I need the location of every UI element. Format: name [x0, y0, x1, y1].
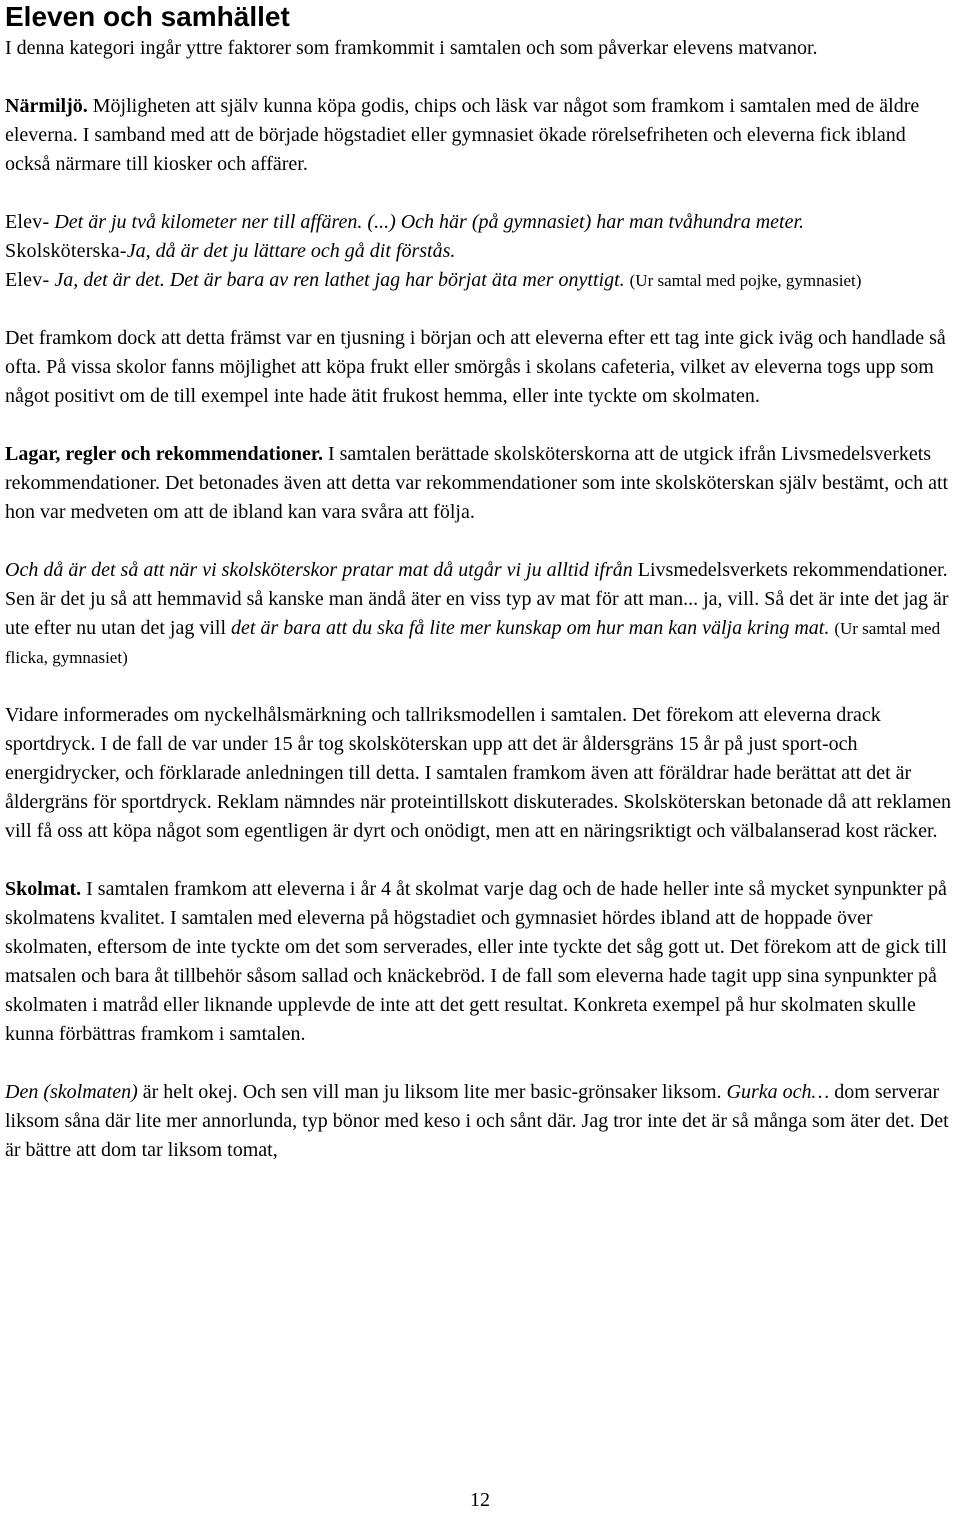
spacer	[5, 527, 955, 556]
quote-italic: det är bara att du ska få lite mer kunskap om hur man kan välja kring mat.	[231, 617, 835, 639]
narmiljo-text: Möjligheten att själv kunna köpa godis, chips och läsk var något som framkom i samtalen med de äldre eleverna. I samband med att de började högstadiet eller gymnasiet ökade rörelsefriheten och eleverna fick ibland också närmare till kiosker och affärer.	[5, 95, 920, 175]
quote-italic: Den (skolmaten)	[5, 1081, 138, 1103]
document-page	[5, 0, 955, 1165]
lagar-label: Lagar, regler och rekommendationer.	[5, 443, 323, 465]
quote-text: Livsmedelsverkets rekommendationer. Sen är det ju så att hemmavid så kanske man ändå äter en viss typ av mat för att man... ja, vill. Så det är inte det jag är ute efter nu utan det jag vill	[5, 559, 949, 639]
speaker-skolskoterska: Skolsköterska-	[5, 240, 127, 262]
section-heading: Eleven och samhället	[5, 1, 290, 32]
spacer	[5, 672, 955, 701]
narmiljo-paragraph	[5, 92, 955, 179]
quote-source: (Ur samtal med flicka, gymnasiet)	[5, 619, 941, 667]
quote-italic: Gurka och…	[726, 1081, 830, 1103]
dialogue-quote: Det är ju två kilometer ner till affären. (...) Och här (på gymnasiet) har man tvåhundra meter.	[49, 211, 805, 233]
narmiljo-label: Närmiljö.	[5, 95, 88, 117]
speaker-elev: Elev-	[5, 269, 50, 291]
spacer	[5, 63, 955, 92]
spacer	[5, 1049, 955, 1078]
quote-paragraph	[5, 556, 955, 672]
spacer	[5, 295, 955, 324]
intro-paragraph: I denna kategori ingår yttre faktorer som framkommit i samtalen och som påverkar elevens matvanor.	[5, 37, 818, 59]
skolmat-label: Skolmat.	[5, 878, 82, 900]
dialogue-quote: Ja, det är det.	[49, 269, 165, 291]
vidare-paragraph: Vidare informerades om nyckelhålsmärkning och tallriksmodellen i samtalen. Det förekom att eleverna drack sportdryck. I de fall de var under 15 år tog skolsköterskan upp att det är åldersgräns 15 år på just sport-och energidrycker, och förklarade anledningen till detta. I samtalen framkom även att föräldrar hade berättat att det är åldergräns för sportdryck. Reklam nämndes när proteintillskott diskuterades. Skolsköterskan betonade då att reklamen vill få oss att köpa något som egentligen är dyrt och onödigt, men att en näringsriktigt och välbalanserad kost räcker.	[5, 704, 952, 842]
quote-text: dom serverar liksom såna där lite mer annorlunda, typ bönor med keso i och sånt där. Jag tror inte det är så många som äter det. Det är bättre att dom tar liksom tomat,	[5, 1081, 949, 1161]
skolmat-paragraph	[5, 875, 955, 1049]
quote-paragraph	[5, 1078, 955, 1165]
spacer	[5, 411, 955, 440]
lagar-paragraph	[5, 440, 955, 527]
speaker-elev: Elev-	[5, 211, 50, 233]
quote-text: är helt okej. Och sen vill man ju liksom lite mer basic-grönsaker liksom.	[137, 1081, 727, 1103]
framkom-paragraph: Det framkom dock att detta främst var en tjusning i början och att eleverna efter ett tag inte gick iväg och handlade så ofta. På vissa skolor fanns möjlighet att köpa frukt eller smörgås i skolans cafeteria, vilket av eleverna togs upp som något positivt om de till exempel inte hade ätit frukost hemma, eller inte tyckte om skolmaten.	[5, 327, 946, 407]
quote-italic: Och då är det så att när vi skolsköterskor pratar mat då utgår vi ju alltid ifrån	[5, 559, 633, 581]
spacer	[5, 179, 955, 208]
page-number: 12	[470, 1489, 490, 1511]
lagar-text: I samtalen berättade skolsköterskorna att de utgick ifrån Livsmedelsverkets rekommendationer. Det betonades även att detta var rekommendationer som inte skolsköterskan själv bestämt, och att hon var medveten om att de ibland kan vara svåra att följa.	[5, 443, 949, 523]
dialogue-quote: Ja, då är det ju lättare och gå dit förstås.	[126, 240, 456, 262]
spacer	[5, 846, 955, 875]
skolmat-text: I samtalen framkom att eleverna i år 4 åt skolmat varje dag och de hade heller inte så mycket synpunkter på skolmatens kvalitet. I samtalen med eleverna på högstadiet och gymnasiet hördes ibland att de hoppade över skolmaten, eftersom de inte tyckte om det som serverades, eller inte tyckte det såg gott ut. Det förekom att de gick till matsalen och bara åt tillbehör såsom sallad och knäckebröd. I de fall som eleverna hade tagit upp sina synpunkter på skolmaten i matråd eller liknande upplevde de inte att det gett resultat. Konkreta exempel på hur skolmaten skulle kunna förbättras framkom i samtalen.	[5, 878, 947, 1045]
dialogue-paragraph	[5, 208, 955, 295]
dialogue-quote: Det är bara av ren lathet jag har börjat äta mer onyttigt.	[164, 269, 630, 291]
dialogue-source: (Ur samtal med pojke, gymnasiet)	[629, 271, 862, 290]
